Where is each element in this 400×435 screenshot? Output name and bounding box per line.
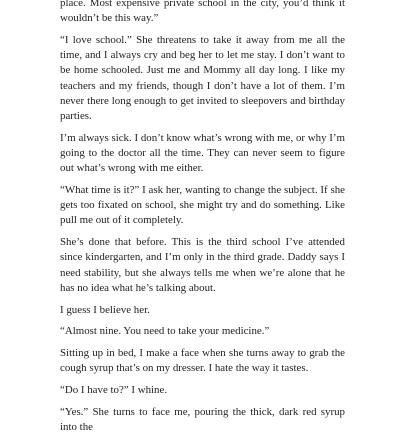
paragraph: “Do I have to?” I whine. [60, 384, 168, 397]
paragraph: “What time is it?” I ask her, wanting to change the subject. If she gets too fixated on school, she might try and do something. Like pull me out of it completely. [60, 184, 345, 227]
paragraph: place. Most expensive private school in the city, you’d think it wouldn’t be this way.” [60, 0, 345, 25]
paragraph: Sitting up in bed, I make a face when she turns away to grab the cough syrup that’s on my dresser. I hate the way it tastes. [60, 347, 345, 375]
paragraph: She’s done that before. This is the third school I’ve attended since kindergarten, and I’m only in the third grade. Daddy says I need stability, but she always tells me when we’re alone that he has no idea what he’s talking about. [60, 236, 345, 294]
paragraph: “Almost nine. You need to take your medicine.” [60, 325, 270, 338]
paragraph: “I love school.” She threatens to take it away from me all the time, and I always cry and beg her to let me stay. I don’t want to be home schooled. Just me and Mommy all day long. I like my teachers and my friends, though I don’t have a lot of them. I’m never there long enough to get invited to sleepovers and birthday parties. [60, 34, 345, 123]
paragraph: I guess I believe her. [60, 303, 150, 316]
body-text [60, 0, 345, 435]
paragraph: I’m always sick. I don’t know what’s wrong with me, or why I’m going to the doctor all the time. They can never seem to figure out what’s wrong with me either. [60, 131, 345, 175]
paragraph: “Yes.” She turns to face me, pouring the thick, dark red syrup into the [60, 406, 345, 434]
